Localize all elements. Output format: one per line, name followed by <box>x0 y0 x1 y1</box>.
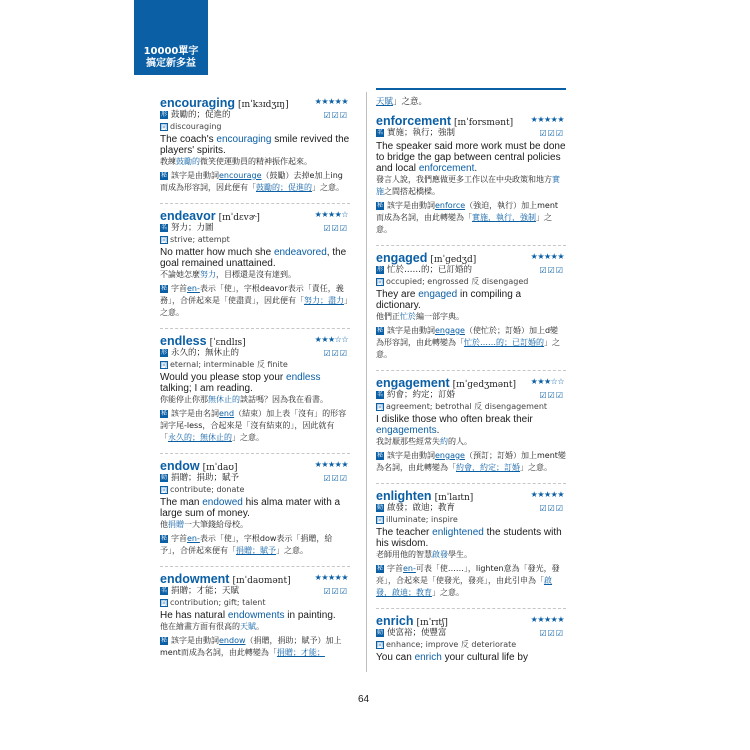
rating-stars: ★★★★☆ <box>314 210 348 219</box>
entry-header <box>376 376 566 390</box>
example-highlight: engaged <box>418 289 458 300</box>
example-pre: Would you please stop your <box>160 372 287 383</box>
etymology-note <box>376 200 566 236</box>
note-mid: 可表「使……」，lighten意為「發光，發亮」，合起來是「使發光，發亮」，由此引申為「 <box>376 564 560 585</box>
part-of-speech-icon: 動 <box>160 473 167 481</box>
note-root: en- <box>187 534 200 543</box>
translation-highlight: 實施 <box>376 175 560 196</box>
note-pre: 該字是由動詞 <box>171 636 219 645</box>
note-post: 」之意。 <box>432 588 464 597</box>
top-rule <box>376 88 566 90</box>
book-title-line1: 10000單字 <box>143 46 199 57</box>
meaning-text: 鼓勵的；促進的 <box>171 110 231 120</box>
note-post: 」之意。 <box>232 433 264 442</box>
review-checkbox-icons: ☑☑☑ <box>323 111 348 120</box>
example-pre: I dislike those who often break their <box>376 414 533 425</box>
meaning-text: 忙於……的；已訂婚的 <box>387 265 473 275</box>
headword: enforcement <box>376 114 452 128</box>
note-meaning: 忙於……的；已訂婚的 <box>464 338 544 347</box>
note-pre: 字首 <box>171 284 187 293</box>
part-of-speech-icon: 名 <box>376 128 383 136</box>
pronunciation: [ɪnˈgedʒd] <box>430 255 477 265</box>
note-pre: 字首 <box>387 564 403 573</box>
part-of-speech-icon: 名 <box>376 390 383 398</box>
continuation-text <box>376 96 566 108</box>
translation-post: 談話嗎？因為我在看書。 <box>240 395 328 404</box>
meaning-line <box>160 223 350 234</box>
etymology-note <box>376 563 566 599</box>
etymology-note <box>376 325 566 361</box>
note-root: engage <box>435 451 465 460</box>
note-meaning: 永久的；無休止的 <box>168 433 232 442</box>
meaning-line <box>160 348 350 359</box>
example-post: in compiling a dictionary. <box>376 289 522 311</box>
translation-highlight: 約 <box>440 437 448 446</box>
chinese-translation <box>376 436 566 448</box>
example-post: his alma mater with a large sum of money. <box>160 497 341 519</box>
translation-pre: 你能停止你那 <box>160 395 208 404</box>
example-pre: The teacher <box>376 527 433 538</box>
part-of-speech-icon: 形 <box>160 110 167 118</box>
rating-stars: ★★★☆☆ <box>530 377 564 386</box>
example-sentence <box>376 414 566 436</box>
note-post: 」之意。 <box>160 296 348 317</box>
pronunciation: [ɪnˈlaɪtn] <box>434 493 474 503</box>
etymology-note <box>160 170 350 194</box>
headword: endow <box>160 459 200 473</box>
synonyms-text: agreement; betrothal 反 disengagement <box>386 402 548 411</box>
synonyms-text: strive; attempt <box>170 235 230 244</box>
synonyms-line <box>160 121 350 132</box>
vocab-entry <box>160 453 350 557</box>
meaning-line <box>376 390 566 401</box>
example-pre: No matter how much she <box>160 247 274 258</box>
example-post: in painting. <box>284 610 336 621</box>
note-mid: 表示「使」，字根deavor表示「責任，義務」，合併起來是「使盡責」，因此便有「 <box>160 284 344 305</box>
translation-highlight: 忙於 <box>400 312 416 321</box>
meaning-line <box>376 628 566 639</box>
etymology-note <box>376 450 566 474</box>
etymology-note <box>160 283 350 319</box>
headword: enlighten <box>376 489 432 503</box>
right-column <box>376 96 566 672</box>
headword: enrich <box>376 614 414 628</box>
continuation-tail: 」之意。 <box>393 97 428 107</box>
example-post: smile revived the players' spirits. <box>160 134 350 156</box>
chinese-translation <box>160 394 350 406</box>
synonyms-line <box>160 484 350 495</box>
review-checkbox-icons: ☑☑☑ <box>539 266 564 275</box>
note-pre: 該字是由動詞 <box>387 451 435 460</box>
entry-header <box>376 114 566 128</box>
translation-highlight: 無休止的 <box>208 395 240 404</box>
etymology-note <box>160 635 350 659</box>
synonyms-text: enhance; improve 反 deteriorate <box>386 640 517 649</box>
example-post: . <box>436 425 440 436</box>
etymology-note <box>160 533 350 557</box>
example-highlight: enrich <box>414 652 442 663</box>
translation-post: 的人。 <box>448 437 472 446</box>
note-tag-icon: 秘 <box>376 451 383 459</box>
pronunciation: [ɪnˈrɪtʃ] <box>416 618 448 628</box>
note-post: 」之意。 <box>376 213 552 234</box>
note-root: en- <box>187 284 200 293</box>
translation-post: 一大筆錢給母校。 <box>184 520 248 529</box>
note-mid: （使忙於；訂婚）加上d變為形容詞，由此轉變為「 <box>376 326 559 347</box>
review-checkbox-icons: ☑☑☑ <box>539 629 564 638</box>
rating-stars: ★★★★★ <box>530 490 564 499</box>
translation-pre: 他們正 <box>376 312 400 321</box>
example-pre: They are <box>376 289 419 300</box>
rating-stars: ★★★★★ <box>314 460 348 469</box>
example-highlight: enlightened <box>432 527 484 538</box>
meaning-text: 啟發；啟迪；教育 <box>387 503 456 513</box>
meaning-line <box>376 503 566 514</box>
review-checkbox-icons: ☑☑☑ <box>539 504 564 513</box>
translation-pre: 他在繪畫方面有很高的 <box>160 622 240 631</box>
synonyms-line <box>160 597 350 608</box>
vocab-entry <box>376 114 566 236</box>
vocab-entry <box>376 370 566 474</box>
example-post: the students with his wisdom. <box>376 527 562 549</box>
note-tag-icon: 秘 <box>160 636 167 644</box>
example-sentence <box>376 289 566 311</box>
note-tag-icon: 秘 <box>376 201 383 209</box>
example-sentence <box>160 610 350 621</box>
review-checkbox-icons: ☑☑☑ <box>323 224 348 233</box>
example-highlight: engagements <box>376 425 437 436</box>
example-highlight: endowed <box>202 497 243 508</box>
example-pre: You can <box>376 652 415 663</box>
rating-stars: ★★★★★ <box>314 573 348 582</box>
synonyms-text: occupied; engrossed 反 disengaged <box>386 277 529 286</box>
note-meaning: 努力；盡力 <box>304 296 344 305</box>
entry-header <box>376 614 566 628</box>
entry-header <box>160 459 350 473</box>
vocab-entry <box>376 245 566 361</box>
example-sentence <box>376 527 566 549</box>
entry-header <box>376 251 566 265</box>
note-meaning: 約會，約定；訂婚 <box>456 463 520 472</box>
example-pre: The coach's <box>160 134 217 145</box>
note-tag-icon: 秘 <box>160 409 167 417</box>
entry-header <box>160 209 350 223</box>
entry-header <box>160 572 350 586</box>
part-of-speech-icon: 名 <box>160 586 167 594</box>
meaning-text: 實施；執行；強制 <box>387 128 456 138</box>
left-column <box>160 96 350 668</box>
note-root: enforce <box>435 201 466 210</box>
chinese-translation <box>160 269 350 281</box>
pronunciation: [ɪnˈgedʒmənt] <box>452 380 517 390</box>
chinese-translation <box>160 621 350 633</box>
chinese-translation <box>376 174 566 198</box>
translation-highlight: 捐贈 <box>168 520 184 529</box>
meaning-line <box>376 128 566 139</box>
chinese-translation <box>160 156 350 168</box>
synonyms-line <box>376 514 566 525</box>
synonym-tag-icon: 同 <box>377 641 384 649</box>
translation-pre: 我討厭那些經常失 <box>376 437 440 446</box>
synonym-tag-icon: 同 <box>161 123 168 131</box>
example-post: your cultural life by <box>441 652 528 663</box>
pronunciation: [ɪnˈdaʊmənt] <box>232 576 291 586</box>
entry-header <box>376 489 566 503</box>
note-mid: （捐贈，捐助；賦予）加上ment而成為名詞，由此轉變為「 <box>160 636 342 657</box>
translation-highlight: 鼓勵的 <box>176 157 200 166</box>
translation-pre: 教練 <box>160 157 176 166</box>
vocab-entry <box>160 96 350 194</box>
example-post: . <box>474 163 478 174</box>
meaning-line <box>160 110 350 121</box>
example-pre: The man <box>160 497 203 508</box>
vocab-entry <box>376 608 566 663</box>
translation-post: ，目標還是沒有達到。 <box>216 270 296 279</box>
meaning-text: 約會；約定；訂婚 <box>387 390 456 400</box>
note-tag-icon: 秘 <box>376 326 383 334</box>
pronunciation: [ɪnˈkɜɪdʒɪŋ] <box>238 100 289 110</box>
note-post: 」之意。 <box>376 338 560 359</box>
pronunciation: [ɪnˈforsmənt] <box>454 118 514 128</box>
vocab-entry <box>160 566 350 659</box>
example-sentence <box>160 134 350 156</box>
note-tag-icon: 秘 <box>160 534 167 542</box>
pronunciation: [ɪnˈdaʊ] <box>202 463 238 473</box>
note-meaning: 鼓勵的；促進的 <box>256 183 312 192</box>
note-meaning: 啟發，啟迪；教育 <box>376 576 552 597</box>
entry-header <box>160 334 350 348</box>
note-tag-icon: 秘 <box>160 284 167 292</box>
translation-post: 之間搭起橋樑。 <box>384 187 440 196</box>
headword: endless <box>160 334 207 348</box>
synonym-tag-icon: 同 <box>161 486 168 494</box>
example-highlight: endeavored <box>273 247 327 258</box>
synonym-tag-icon: 同 <box>377 403 384 411</box>
headword: engagement <box>376 376 450 390</box>
note-post: 」之意。 <box>276 546 308 555</box>
synonym-tag-icon: 同 <box>377 516 384 524</box>
right-entries <box>376 114 566 663</box>
synonyms-text: contribute; donate <box>170 485 245 494</box>
rating-stars: ★★★★★ <box>530 252 564 261</box>
chinese-translation <box>376 311 566 323</box>
part-of-speech-icon: 形 <box>160 348 167 356</box>
example-sentence <box>160 372 350 394</box>
meaning-line <box>376 265 566 276</box>
note-post: 」之意。 <box>312 183 344 192</box>
note-meaning: 捐贈；才能； <box>276 648 325 657</box>
vocab-entry <box>376 483 566 599</box>
vocab-entry <box>160 328 350 444</box>
meaning-line <box>160 473 350 484</box>
column-divider <box>366 92 367 672</box>
note-meaning: 捐贈；賦予 <box>236 546 276 555</box>
example-highlight: enforcement <box>418 163 475 174</box>
example-post: , the goal remained unattained. <box>160 247 347 269</box>
meaning-text: 捐贈；捐助；賦予 <box>171 473 240 483</box>
note-root: en- <box>403 564 416 573</box>
example-post: talking; I am reading. <box>160 383 253 394</box>
review-checkbox-icons: ☑☑☑ <box>323 474 348 483</box>
entry-header <box>160 96 350 110</box>
translation-post: 微笑使運動員的精神振作起來。 <box>200 157 312 166</box>
synonyms-text: illuminate; inspire <box>386 515 458 524</box>
review-checkbox-icons: ☑☑☑ <box>323 349 348 358</box>
headword: endeavor <box>160 209 216 223</box>
rating-stars: ★★★☆☆ <box>314 335 348 344</box>
note-root: endow <box>219 636 246 645</box>
review-checkbox-icons: ☑☑☑ <box>539 129 564 138</box>
book-title-line2: 搞定新多益 <box>146 58 196 69</box>
note-pre: 該字是由動詞 <box>387 201 435 210</box>
translation-post: 學生。 <box>448 550 472 559</box>
note-meaning: 實施，執行，強制 <box>472 213 536 222</box>
note-mid: 表示「使」，字根dow表示「捐贈，給予」，合併起來便有「 <box>160 534 333 555</box>
example-sentence <box>160 497 350 519</box>
page-number: 64 <box>358 694 370 705</box>
rating-stars: ★★★★★ <box>530 615 564 624</box>
headword: encouraging <box>160 96 236 110</box>
meaning-text: 使富裕；使豐富 <box>387 628 447 638</box>
note-pre: 字首 <box>171 534 187 543</box>
vocab-entry <box>160 203 350 319</box>
example-sentence <box>376 652 566 663</box>
headword: engaged <box>376 251 428 265</box>
note-root: end <box>219 409 235 418</box>
book-title-tab <box>134 0 208 75</box>
synonym-tag-icon: 同 <box>377 278 384 286</box>
synonyms-text: discouraging <box>170 122 222 131</box>
note-post: 」之意。 <box>520 463 552 472</box>
part-of-speech-icon: 形 <box>376 265 383 273</box>
translation-post: 編一部字典。 <box>416 312 464 321</box>
example-pre: The speaker said more work must be done to bridge the gap between central policies and local <box>376 141 566 174</box>
translation-highlight: 天賦 <box>240 622 256 631</box>
pronunciation: [ɪnˈdɛvɚ] <box>218 213 260 223</box>
synonyms-line <box>376 639 566 650</box>
synonyms-text: eternal; interminable 反 finite <box>170 360 288 369</box>
example-pre: He has natural <box>160 610 228 621</box>
chinese-translation <box>376 549 566 561</box>
synonym-tag-icon: 同 <box>161 361 168 369</box>
pronunciation: [ˈɛndlɪs] <box>209 338 246 348</box>
example-highlight: encouraging <box>216 134 272 145</box>
rating-stars: ★★★★★ <box>314 97 348 106</box>
note-pre: 該字是由名詞 <box>171 409 219 418</box>
note-tag-icon: 秘 <box>376 564 383 572</box>
rating-stars: ★★★★★ <box>530 115 564 124</box>
note-pre: 該字是由動詞 <box>171 171 219 180</box>
synonyms-line <box>376 401 566 412</box>
translation-pre: 老師用他的智慧 <box>376 550 432 559</box>
meaning-text: 捐贈；才能；天賦 <box>171 586 240 596</box>
note-mid: （鼓勵）去掉e加上ing而成為形容詞，因此便有「 <box>160 171 343 192</box>
note-root: encourage <box>219 171 262 180</box>
example-sentence <box>160 247 350 269</box>
part-of-speech-icon: 動 <box>376 503 383 511</box>
meaning-text: 永久的；無休止的 <box>171 348 240 358</box>
synonyms-line <box>160 234 350 245</box>
note-mid: （強迫，執行）加上ment而成為名詞，由此轉變為「 <box>376 201 559 222</box>
note-root: engage <box>435 326 465 335</box>
translation-highlight: 啟發 <box>432 550 448 559</box>
synonym-tag-icon: 同 <box>161 599 168 607</box>
example-highlight: endowments <box>227 610 285 621</box>
synonyms-line <box>160 359 350 370</box>
synonyms-text: contribution; gift; talent <box>170 598 266 607</box>
part-of-speech-icon: 名 <box>160 223 167 231</box>
example-sentence <box>376 141 566 174</box>
headword: endowment <box>160 572 230 586</box>
synonym-tag-icon: 同 <box>161 236 168 244</box>
translation-post: 。 <box>256 622 264 631</box>
continuation-highlight: 天賦 <box>376 97 394 107</box>
translation-pre: 不論她怎麼 <box>160 270 200 279</box>
translation-highlight: 努力 <box>200 270 216 279</box>
example-highlight: endless <box>286 372 321 383</box>
etymology-note <box>160 408 350 444</box>
note-mid: （結束）加上表「沒有」的形容詞字尾-less，合起來是「沒有結束的」，因此就有「 <box>160 409 347 442</box>
review-checkbox-icons: ☑☑☑ <box>539 391 564 400</box>
review-checkbox-icons: ☑☑☑ <box>323 587 348 596</box>
translation-pre: 發言人說，我們應做更多工作以在中央政策和地方 <box>376 175 552 184</box>
translation-pre: 他 <box>160 520 168 529</box>
chinese-translation <box>160 519 350 531</box>
note-pre: 該字是由動詞 <box>387 326 435 335</box>
meaning-text: 努力；力圖 <box>171 223 214 233</box>
note-tag-icon: 秘 <box>160 171 167 179</box>
synonyms-line <box>376 276 566 287</box>
note-mid: （預訂；訂婚）加上ment變為名詞，由此轉變為「 <box>376 451 566 472</box>
part-of-speech-icon: 動 <box>376 628 383 636</box>
meaning-line <box>160 586 350 597</box>
